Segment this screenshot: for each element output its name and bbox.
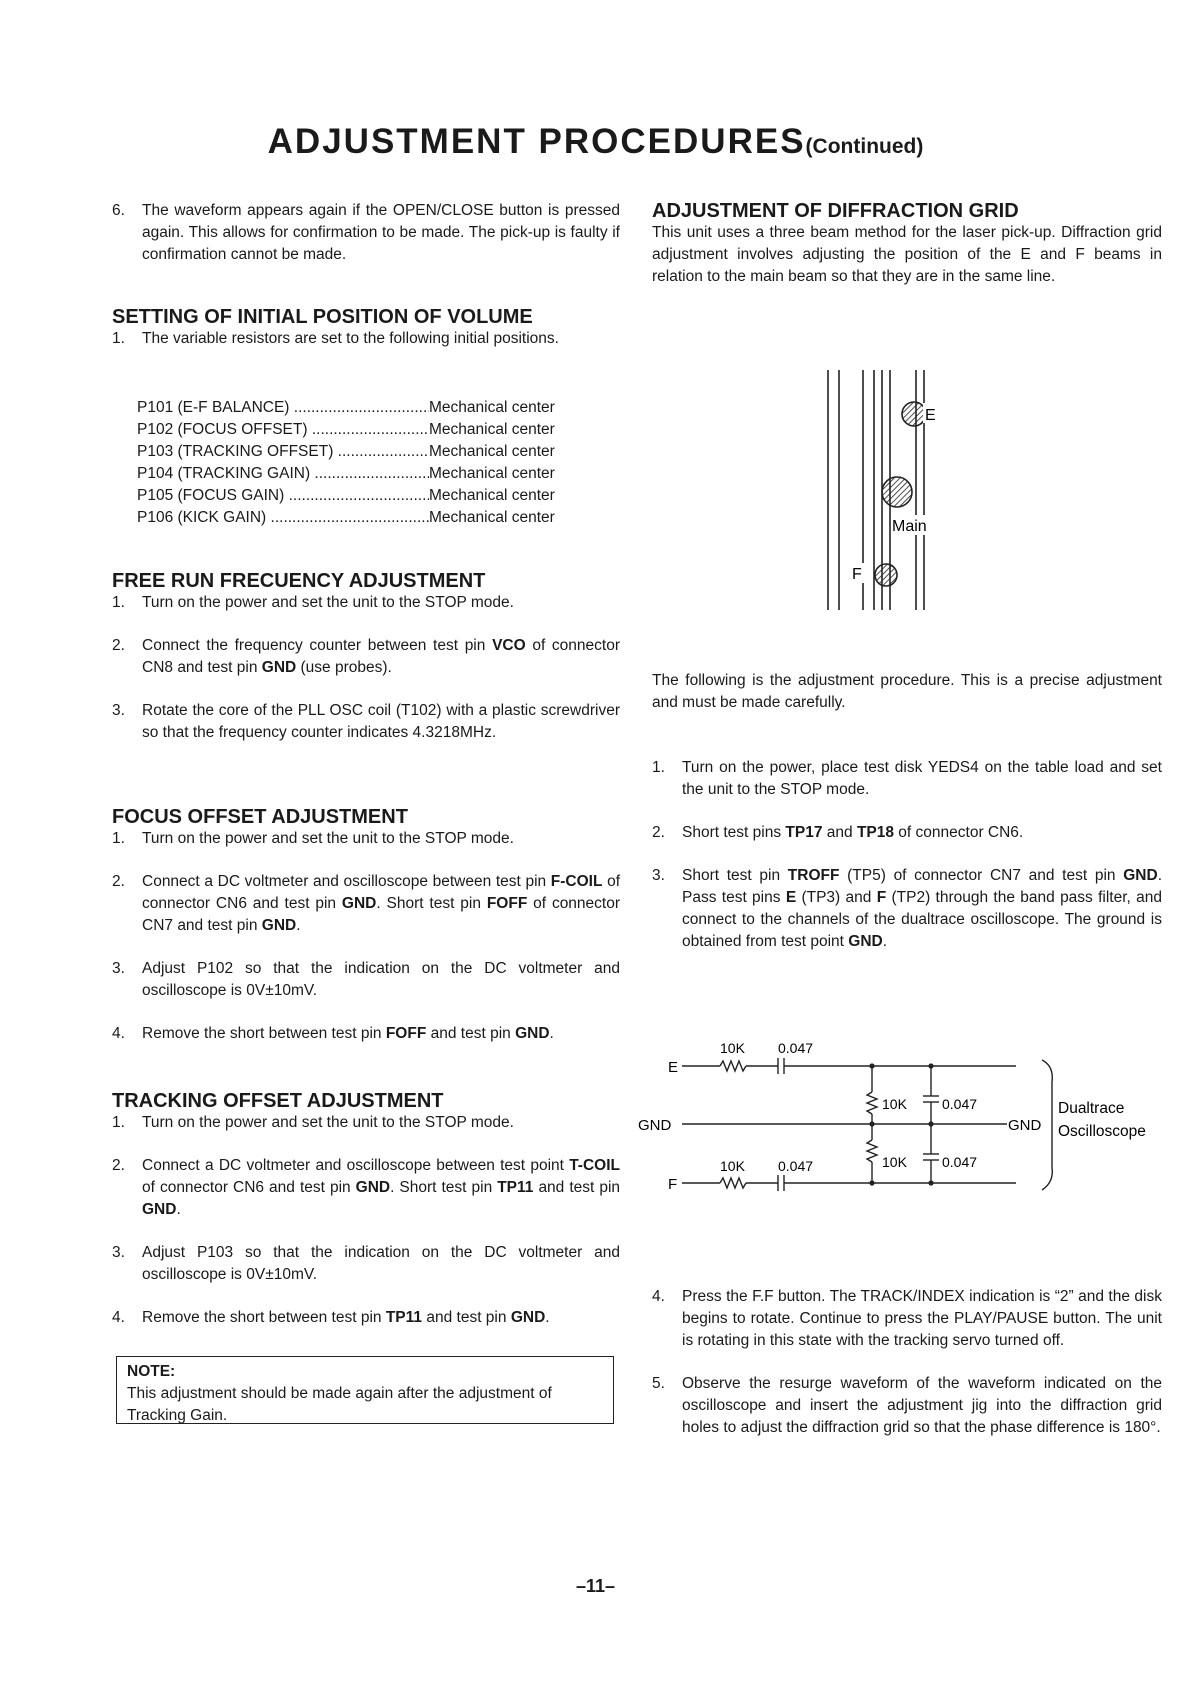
tracking-section: TRACKING OFFSET ADJUSTMENT 1. Turn on the power and set the unit to the STOP mode. 2. Connect a DC voltmeter and oscilloscope between test point T-COIL of connector CN6 and test pin GND. Short test pin TP11 and test pin GND. 3. Adjust P103 so that the indication on the DC voltmeter and oscilloscope is 0V±10mV. 4. Remove the short between test pin TP11 and test pin GND. (112, 1090, 621, 1326)
resistor-value: Mechanical center (429, 443, 555, 460)
procedure-intro: The following is the adjustment procedure. This is a precise adjustment and must be made carefully. (652, 672, 1162, 711)
f-beam-label: F (852, 566, 862, 583)
focus-heading: FOCUS OFFSET ADJUSTMENT (112, 806, 408, 828)
tracking-step-4: Remove the short between test pin TP11 and test pin GND. (142, 1309, 550, 1326)
intro-item-text: The waveform appears again if the OPEN/CLOSE button is pressed again. This allows for confirmation to be made. The pick-up is faulty if confirmation cannot be made. (142, 202, 620, 263)
focus-step-1: Turn on the power and set the unit to the STOP mode. (142, 830, 514, 847)
circuit-scope-line2: Oscilloscope (1058, 1123, 1146, 1140)
freerun-section: FREE RUN FRECUENCY ADJUSTMENT 1. Turn on the power and set the unit to the STOP mode. 2. Connect the frequency counter between test pin VCO of connector CN8 and test pin GND (use probes). 3. Rotate the core of the PLL OSC coil (T102) with a plastic screwdriver so that the frequency counter indicates 4.3218MHz. (112, 570, 621, 741)
intro-item: 6. The waveform appears again if the OPEN/CLOSE button is pressed again. This allows for confirmation to be made. The pick-up is faulty if confirmation cannot be made. (112, 202, 620, 263)
main-beam-spot (882, 477, 912, 507)
tracking-step-1: Turn on the power and set the unit to the STOP mode. (142, 1114, 514, 1131)
resistor-row (137, 463, 555, 485)
resistor-value: Mechanical center (429, 399, 555, 416)
resistor-row (137, 507, 555, 529)
procedure-step-4: Press the F.F button. The TRACK/INDEX indication is “2” and the disk begins to rotate. Continue to press the PLAY/PAUSE button. The unit is rotating in this state with the tracking servo turned off. (682, 1288, 1162, 1349)
circuit-c-top: 0.047 (778, 1040, 814, 1056)
freerun-step-3: Rotate the core of the PLL OSC coil (T102) with a plastic screwdriver so that the frequency counter indicates 4.3218MHz. (142, 702, 620, 741)
resistor-label: P103 (TRACKING OFFSET) ..... (137, 441, 429, 463)
circuit-gnd-right: GND (1008, 1117, 1042, 1134)
freerun-step-2: Connect the frequency counter between test pin VCO of connector CN8 and test pin GND (use probes). (142, 637, 621, 676)
focus-step-4: Remove the short between test pin FOFF and test pin GND. (142, 1025, 554, 1042)
tracking-step-3: Adjust P103 so that the indication on the DC voltmeter and oscilloscope is 0V±10mV. (142, 1244, 620, 1283)
note-text: This adjustment should be made again after the adjustment of Tracking Gain. (127, 1385, 552, 1424)
circuit-f-label: F (668, 1176, 678, 1193)
circuit-shunt-c1: 0.047 (942, 1096, 978, 1112)
resistor-value: Mechanical center (429, 465, 555, 482)
procedure-step-2: Short test pins TP17 and TP18 of connector CN6. (682, 824, 1024, 841)
circuit-shunt-r1: 10K (882, 1096, 907, 1112)
title-suffix: (Continued) (805, 135, 924, 158)
title-main: ADJUSTMENT PROCEDURES (267, 122, 806, 161)
setting-heading: SETTING OF INITIAL POSITION OF VOLUME (112, 306, 533, 328)
resistor-label: P102 (FOCUS OFFSET) ..... (137, 419, 429, 441)
procedure-steps: 1. Turn on the power, place test disk YEDS4 on the table load and set the unit to the STOP mode. 2. Short test pins TP17 and TP18 of connector CN6. 3. Short test pin TROFF (TP5) of connector CN7 and test pin GND. Pass test pins E (TP3) and F (TP2) through the band pass filter, and connect to the channels of the dualtrace oscilloscope. The ground is obtained from test point GND. (652, 759, 1163, 950)
circuit-shunt-c2: 0.047 (942, 1154, 978, 1170)
procedure-steps-2: 4. Press the F.F button. The TRACK/INDEX indication is “2” and the disk begins to rotate. Continue to press the PLAY/PAUSE button. The unit is rotating in this state with the tracking servo turned off. 5. Observe the resurge waveform of the waveform indicated on the oscilloscope and insert the adjustment jig into the diffraction grid holes to adjust the diffraction grid so that the phase difference is 180°. (652, 1288, 1162, 1436)
resistor-row (137, 485, 555, 507)
tracking-step-2: Connect a DC voltmeter and oscilloscope between test point T-COIL of connector CN6 and test pin GND. Short test pin TP11 and test pin GND. (142, 1157, 621, 1218)
circuit-r-bottom: 10K (720, 1158, 745, 1174)
circuit-gnd-left: GND (638, 1117, 672, 1134)
page-number: –11– (575, 1576, 616, 1596)
focus-step-2: Connect a DC voltmeter and oscilloscope between test pin F-COIL of connector CN6 and test pin GND. Short test pin FOFF of connector CN7 and test pin GND. (142, 873, 621, 934)
resistor-value: Mechanical center (429, 487, 555, 504)
beam-diagram (820, 365, 980, 615)
circuit-r-top: 10K (720, 1040, 745, 1056)
resistor-label: P105 (FOCUS GAIN) ..... (137, 485, 429, 507)
focus-section: FOCUS OFFSET ADJUSTMENT 1. Turn on the power and set the unit to the STOP mode. 2. Connect a DC voltmeter and oscilloscope between test pin F-COIL of connector CN6 and test pin GND. Short test pin FOFF of connector CN7 and test pin GND. 3. Adjust P102 so that the indication on the DC voltmeter and oscilloscope is 0V±10mV. 4. Remove the short between test pin FOFF and test pin GND. (112, 806, 621, 1042)
note-box (116, 1356, 614, 1424)
procedure-step-5: Observe the resurge waveform of the waveform indicated on the oscilloscope and insert the adjustment jig into the diffraction grid holes to adjust the diffraction grid so that the phase difference is 180°. (682, 1375, 1162, 1436)
circuit-shunt-r2: 10K (882, 1154, 907, 1170)
resistor-value: Mechanical center (429, 509, 555, 526)
resistor-label: P106 (KICK GAIN) ..... (137, 507, 429, 529)
setting-section: SETTING OF INITIAL POSITION OF VOLUME 1. The variable resistors are set to the following initial positions. (112, 306, 620, 350)
resistor-row (137, 419, 555, 441)
resistor-label: P101 (E-F BALANCE) ..... (137, 397, 429, 419)
focus-step-3: Adjust P102 so that the indication on the DC voltmeter and oscilloscope is 0V±10mV. (142, 960, 620, 999)
diffraction-section (652, 200, 1162, 288)
procedure-step-1: Turn on the power, place test disk YEDS4 on the table load and set the unit to the STOP mode. (682, 759, 1162, 798)
page-title (0, 122, 1191, 162)
circuit-e-label: E (668, 1059, 679, 1076)
resistor-row (137, 397, 555, 419)
resistor-table (137, 397, 555, 529)
note-label: NOTE: (127, 1363, 176, 1380)
resistor-label: P104 (TRACKING GAIN) ..... (137, 463, 429, 485)
circuit-scope-line1: Dualtrace (1058, 1100, 1125, 1117)
freerun-step-1: Turn on the power and set the unit to the STOP mode. (142, 594, 514, 611)
f-beam-spot (875, 564, 897, 586)
tracking-heading: TRACKING OFFSET ADJUSTMENT (112, 1090, 444, 1112)
resistor-row (137, 441, 555, 463)
e-beam-spot (902, 402, 926, 426)
e-beam-label: E (925, 407, 936, 424)
circuit-diagram (630, 1030, 1170, 1210)
diffraction-heading: ADJUSTMENT OF DIFFRACTION GRID (652, 200, 1019, 222)
circuit-c-bottom: 0.047 (778, 1158, 814, 1174)
freerun-heading: FREE RUN FRECUENCY ADJUSTMENT (112, 570, 486, 592)
main-beam-label: Main (892, 518, 927, 535)
diffraction-intro: This unit uses a three beam method for the laser pick-up. Diffraction grid adjustment involves adjusting the position of the E and F beams in relation to the main beam so that they are in the same line. (652, 224, 1162, 285)
setting-item-text: The variable resistors are set to the following initial positions. (142, 330, 559, 347)
procedure-step-3: Short test pin TROFF (TP5) of connector CN7 and test pin GND. Pass test pins E (TP3) and F (TP2) through the band pass filter, and connect to the channels of the dualtrace oscilloscope. The ground is obtained from test point GND. (682, 867, 1163, 950)
resistor-value: Mechanical center (429, 421, 555, 438)
